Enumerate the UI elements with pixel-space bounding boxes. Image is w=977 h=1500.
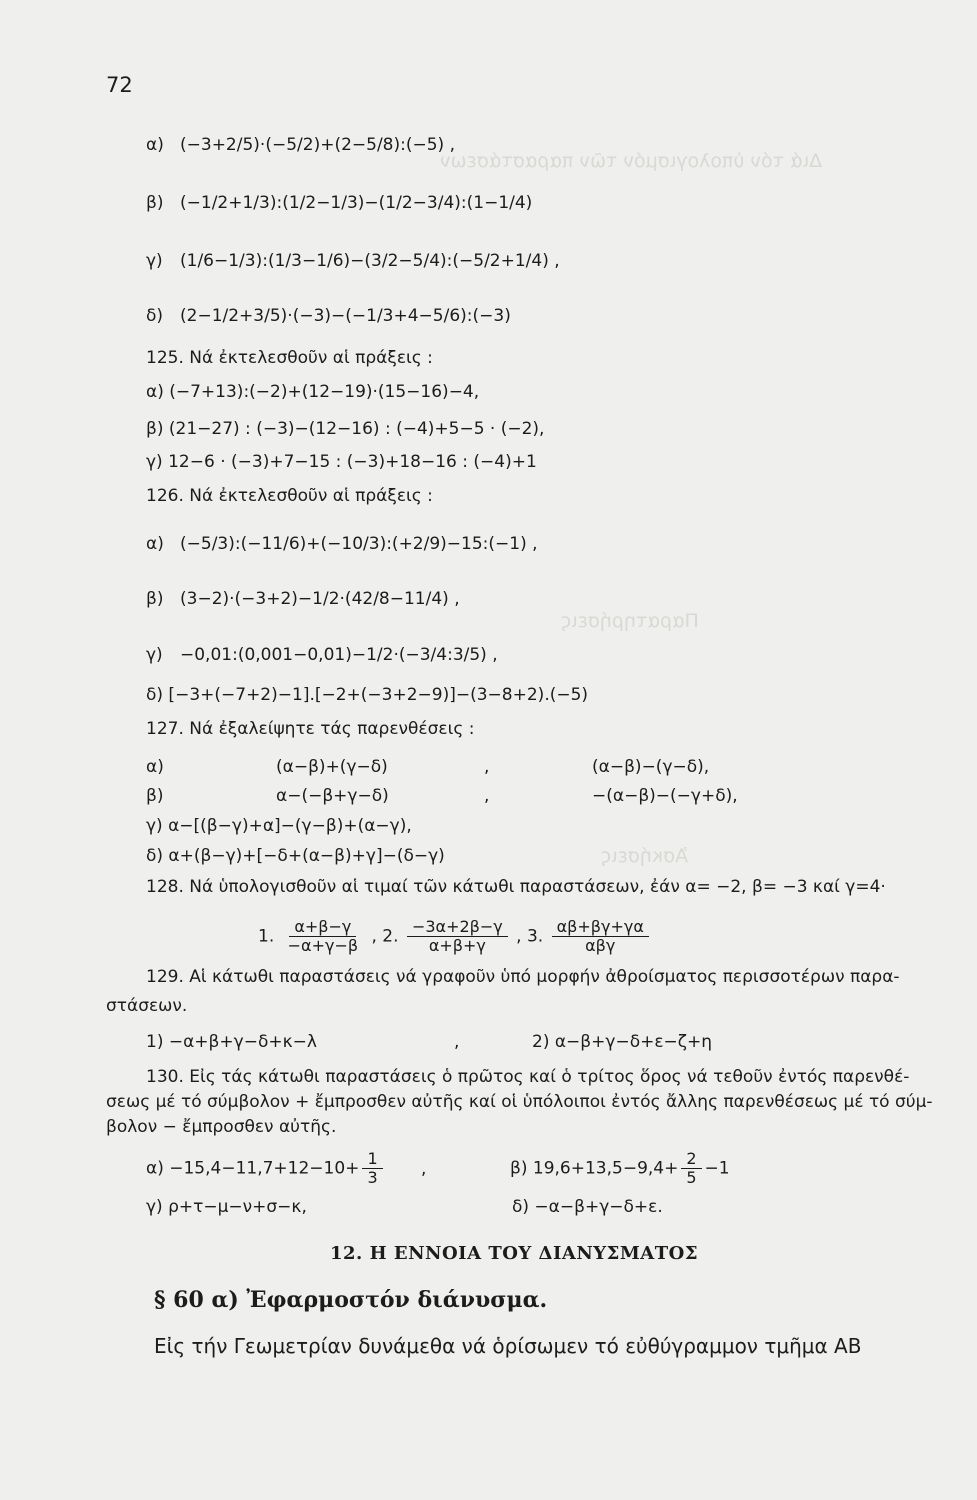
exercise-130-line2: σεως μέ τό σύμβολον + ἔμπροσθεν αὐτῆς καί οἱ ὑπόλοιποι ἐντός ἄλλης παρενθέσεως μέ τό σύμ- xyxy=(106,1092,933,1112)
exercise-130-line3: βολον − ἔμπροσθεν αὐτῆς. xyxy=(106,1117,337,1137)
separator: , xyxy=(454,1032,460,1052)
math-expression: α−(−β+γ−δ) xyxy=(276,786,389,806)
math-expression: 1) −α+β+γ−δ+κ−λ xyxy=(146,1032,317,1052)
exercise-127-b xyxy=(146,785,738,807)
math-expression: 2) α−β+γ−δ+ε−ζ+η xyxy=(532,1032,713,1052)
exercise-d xyxy=(146,305,511,327)
separator: , xyxy=(421,1158,427,1179)
numerator: 2 xyxy=(681,1150,701,1169)
item-label: , 2. xyxy=(371,926,399,947)
exercise-128-title: 128. Νά ὑπολογισθοῦν αἱ τιμαί τῶν κάτωθι παραστάσεων, ἐάν α= −2, β= −3 καί γ=4· xyxy=(146,877,886,897)
page-number: 72 xyxy=(106,73,133,97)
item-label: γ) xyxy=(146,251,163,271)
exercise-130-d: δ) −α−β+γ−δ+ε. xyxy=(512,1197,663,1217)
exercise-b xyxy=(146,192,532,214)
math-expression: (1/6−1/3):(1/3−1/6)−(3/2−5/4):(−5/2+1/4) , xyxy=(180,251,560,271)
math-expression: −0,01:(0,001−0,01)−1/2·(−3/4:3/5) , xyxy=(180,645,498,665)
math-expression: −(α−β)−(−γ+δ), xyxy=(592,786,738,806)
exercise-126-title: 126. Νά ἐκτελεσθοῦν αἱ πράξεις : xyxy=(146,486,433,506)
math-expression: (−3+2/5)·(−5/2)+(2−5/8):(−5) , xyxy=(180,135,455,155)
math-expression: −1 xyxy=(704,1158,730,1179)
separator: , xyxy=(484,786,490,806)
exercise-128-expressions xyxy=(258,918,652,955)
fraction xyxy=(362,1150,382,1187)
exercise-129-line1: 129. Αἱ κάτωθι παραστάσεις νά γραφοῦν ὑπό μορφήν ἀθροίσματος περισσοτέρων παρα- xyxy=(146,967,900,987)
exercise-130-c: γ) ρ+τ−μ−ν+σ−κ, xyxy=(146,1197,307,1217)
item-label: δ) xyxy=(146,306,164,326)
denominator: −α+γ−β xyxy=(287,936,359,955)
math-expression: (3−2)·(−3+2)−1/2·(42/8−11/4) , xyxy=(180,589,460,609)
exercise-127-c: γ) α−[(β−γ)+α]−(γ−β)+(α−γ), xyxy=(146,816,412,836)
exercise-c xyxy=(146,250,560,272)
item-label: α) xyxy=(146,534,164,554)
exercise-130-b xyxy=(510,1150,730,1187)
exercise-130-a xyxy=(146,1150,426,1187)
math-expression: (α−β)−(γ−δ), xyxy=(592,757,710,777)
numerator: 1 xyxy=(362,1150,382,1169)
denominator: 3 xyxy=(367,1168,378,1187)
item-label: , 3. xyxy=(516,926,544,947)
math-expression: (2−1/2+3/5)·(−3)−(−1/3+4−5/6):(−3) xyxy=(180,306,511,326)
section-heading: § 60 α) Ἐφαρμοστόν διάνυσμα. xyxy=(154,1287,548,1313)
exercise-129-items xyxy=(146,1031,713,1053)
separator: , xyxy=(484,757,490,777)
item-label: α) xyxy=(146,757,164,777)
exercise-125-b: β) (21−27) : (−3)−(12−16) : (−4)+5−5 · (−2), xyxy=(146,419,545,439)
body-text: Εἰς τήν Γεωμετρίαν δυνάμεθα νά ὁρίσωμεν τό εὐθύγραμμον τμῆμα ΑΒ xyxy=(154,1334,862,1358)
math-expression: (α−β)+(γ−δ) xyxy=(276,757,388,777)
math-expression: β) 19,6+13,5−9,4+ xyxy=(510,1158,679,1179)
exercise-125-title: 125. Νά ἐκτελεσθοῦν αἱ πράξεις : xyxy=(146,348,433,368)
exercise-a xyxy=(146,134,455,156)
item-label: β) xyxy=(146,193,164,213)
exercise-126-c xyxy=(146,644,498,666)
numerator: αβ+βγ+γα xyxy=(552,918,649,937)
exercise-126-b xyxy=(146,588,460,610)
exercise-126-a xyxy=(146,533,538,555)
math-expression: (−1/2+1/3):(1/2−1/3)−(1/2−3/4):(1−1/4) xyxy=(180,193,533,213)
item-label: β) xyxy=(146,589,164,609)
denominator: α+β+γ xyxy=(428,936,486,955)
exercise-129-line2: στάσεων. xyxy=(106,996,188,1016)
show-through-decoration: Παρατηρήσεις xyxy=(560,610,699,632)
exercise-125-c: γ) 12−6 · (−3)+7−15 : (−3)+18−16 : (−4)+1 xyxy=(146,452,537,472)
fraction xyxy=(681,1150,701,1187)
chapter-heading: 12. Η ΕΝΝΟΙΑ ΤΟΥ ΔΙΑΝΥΣΜΑΤΟΣ xyxy=(330,1243,699,1264)
fraction-2 xyxy=(407,918,508,955)
numerator: −3α+2β−γ xyxy=(407,918,508,937)
item-label: γ) xyxy=(146,645,163,665)
math-expression: α) −15,4−11,7+12−10+ xyxy=(146,1158,360,1179)
denominator: 5 xyxy=(686,1168,697,1187)
show-through-decoration: Διά τόν ὑπολογισμόν τῶν παραστάσεων xyxy=(440,150,823,172)
denominator: αβγ xyxy=(585,936,616,955)
math-expression: (−5/3):(−11/6)+(−10/3):(+2/9)−15:(−1) , xyxy=(180,534,538,554)
fraction-3 xyxy=(552,918,649,955)
exercise-127-a xyxy=(146,756,710,778)
fraction-1 xyxy=(283,918,363,955)
item-label: β) xyxy=(146,786,164,806)
numerator: α+β−γ xyxy=(289,918,356,937)
exercise-125-a: α) (−7+13):(−2)+(12−19)·(15−16)−4, xyxy=(146,382,480,402)
exercise-126-d: δ) [−3+(−7+2)−1].[−2+(−3+2−9)]−(3−8+2).(−5) xyxy=(146,685,589,705)
exercise-127-title: 127. Νά ἐξαλείψητε τάς παρενθέσεις : xyxy=(146,719,475,739)
item-label: α) xyxy=(146,135,164,155)
exercise-130-line1: 130. Εἰς τάς κάτωθι παραστάσεις ὁ πρῶτος καί ὁ τρίτος ὅρος νά τεθοῦν ἐντός παρενθέ- xyxy=(146,1067,910,1087)
show-through-decoration: Ἀσκήσεις xyxy=(600,845,689,867)
exercise-127-d: δ) α+(β−γ)+[−δ+(α−β)+γ]−(δ−γ) xyxy=(146,846,445,866)
item-label: 1. xyxy=(258,926,275,947)
